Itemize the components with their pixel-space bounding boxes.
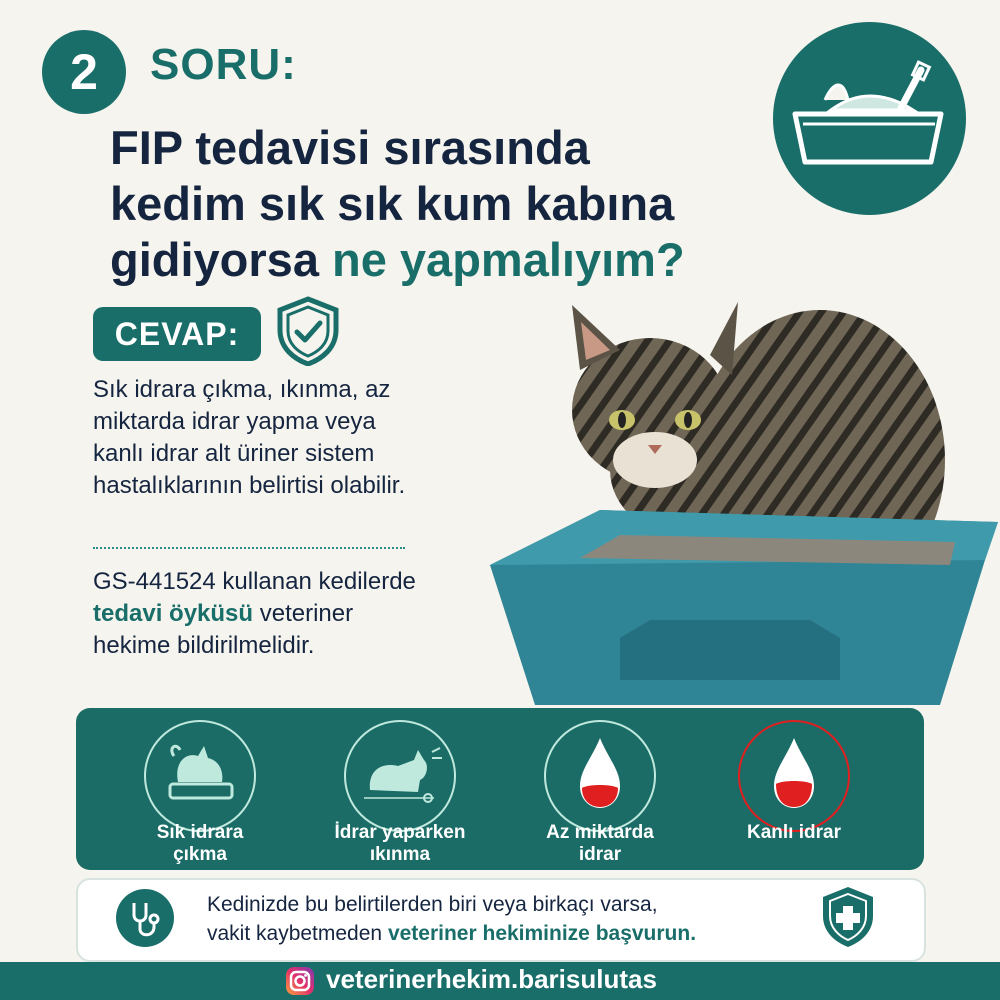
- small-drop-icon: [544, 720, 656, 832]
- symptom-label-line: Az miktarda: [546, 822, 654, 843]
- answer-paragraph: Sık idrara çıkma, ıkınma, az miktarda idrar yapma veya kanlı idrar alt üriner sistem hastalıklarının belirtisi olabilir.: [93, 376, 406, 499]
- instagram-handle[interactable]: veterinerhekim.barisulutas: [326, 964, 657, 994]
- note-before: GS-441524 kullanan kedilerde: [93, 568, 416, 595]
- symptom-label-4: [699, 822, 889, 844]
- cat-in-litter-box-image: [480, 260, 1000, 720]
- cta-line-2: [207, 919, 787, 948]
- cta-line-1: Kedinizde bu belirtilerden biri veya birkaçı varsa,: [207, 893, 658, 916]
- litter-box-icon: [773, 22, 966, 215]
- question-label: SORU:: [150, 40, 297, 89]
- note-highlight: tedavi öyküsü: [93, 600, 254, 627]
- symptom-label-line: ıkınma: [369, 844, 431, 865]
- medical-shield-icon: [819, 884, 877, 950]
- symptom-label-1: [105, 822, 295, 866]
- question-highlight: ne yapmalıyım?: [332, 233, 685, 286]
- symptom-label-2: [305, 822, 495, 866]
- shield-check-icon: [276, 296, 340, 366]
- dotted-divider: [93, 547, 405, 549]
- stethoscope-icon: [116, 889, 174, 947]
- symptom-label-line: çıkma: [173, 844, 227, 865]
- symptom-label-line: Sık idrara: [156, 822, 244, 843]
- treatment-note: [93, 566, 433, 662]
- symptom-label-line: İdrar yaparken: [334, 822, 466, 843]
- cta-line-2-plain: vakit kaybetmeden: [207, 922, 388, 945]
- symptom-label-line: Kanlı idrar: [747, 822, 841, 843]
- cat-in-litter-icon: [144, 720, 256, 832]
- answer-label: CEVAP:: [93, 307, 261, 361]
- question-line-1: FIP tedavisi sırasında: [110, 121, 590, 174]
- question-number-badge: 2: [42, 30, 126, 114]
- note-after: veteriner hekime bildirilmelidir.: [93, 600, 354, 659]
- symptom-label-3: [505, 822, 695, 866]
- question-line-2: kedim sık sık kum kabına: [110, 177, 675, 230]
- instagram-icon[interactable]: [286, 967, 314, 995]
- symptom-label-line: idrar: [578, 844, 622, 865]
- question-line-3-plain: gidiyorsa: [110, 233, 333, 286]
- cta-highlight: veteriner hekiminize başvurun.: [387, 922, 697, 945]
- straining-cat-icon: [344, 720, 456, 832]
- call-to-action-text: [207, 890, 787, 948]
- blood-drop-icon: [738, 720, 850, 832]
